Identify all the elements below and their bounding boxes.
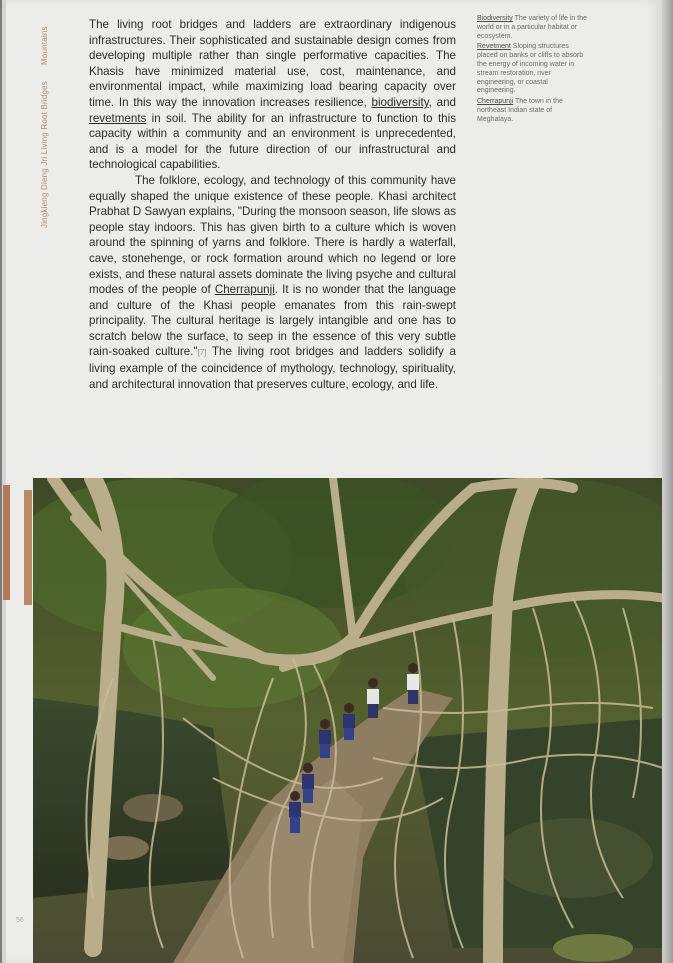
p1-text-2: , and — [428, 95, 456, 109]
glossary-term: Biodiversity — [477, 15, 513, 22]
running-head-section: Mountains — [40, 26, 49, 66]
paragraph-1 — [89, 17, 456, 173]
p1-text-3: in soil. The ability for an infrastructure to function to this capacity within a community and an environment is unprecedented, and is a model for the future direction of our infrastructural and technological capabilities. — [89, 111, 456, 172]
revetments-link[interactable]: revetments — [89, 111, 147, 125]
p1-text-1: The living root bridges and ladders are extraordinary indigenous infrastructures. Their sophisticated and sustainable design comes from developing multiple rather than single performative capacities. The Khasis have minimized material use, cost, maintenance, and environmental impact, while maximizing load bearing capacity over time. In this way the innovation increases resilience, — [89, 18, 456, 109]
page-left-edge — [2, 0, 6, 963]
glossary-term: Revetment — [477, 43, 511, 51]
p2-text-3: The living root bridges and ladders solidify a living example of the coincidence of mythology, technology, spirituality, and architectural innovation that preserves culture, ecology, and life. — [89, 345, 456, 391]
root-bridge-illustration — [33, 478, 663, 963]
glossary-definition: Sloping structures placed on banks or cliffs to absorb the energy of incoming water in stream restoration, river engineering, or coastal engineering. — [477, 43, 584, 95]
p2-text-1: The folklore, ecology, and technology of this community have equally shaped the unique existence of these people. Khasi architect Prabhat D Sawyan explains, "During the monsoon season, life slows as people stay indoors. This has given birth to a culture which is woven around the spinning of yarns and folklore. There is hardly a waterfall, cave, stonehenge, or rock formation around which no legend or lore exists, and these natural assets dominate the living psyche and cultural modes of the people of — [89, 173, 456, 297]
glossary-definition: The town in the northeast Indian state of Meghalaya. — [477, 98, 563, 123]
paragraph-2 — [89, 173, 456, 392]
glossary-item — [477, 15, 587, 41]
glossary-definition: The variety of life in the world or in a particular habitat or ecosystem. — [477, 15, 587, 40]
page-tab-marker — [3, 485, 10, 600]
page-number: 56 — [16, 917, 24, 924]
p2-text-2: . It is no wonder that the language and culture of the Khasi people emanates from this rain-swept principality. The cultural heritage is largely intangible and one has to scratch below the surface, to seep in the essence of this very subtle rain-soaked culture." — [89, 283, 456, 359]
glossary-sidebar — [477, 15, 587, 127]
reference-marker[interactable]: [7] — [197, 348, 207, 358]
root-bridge-photo — [33, 478, 663, 963]
body-text — [89, 17, 456, 392]
running-head — [40, 26, 49, 228]
biodiversity-link[interactable]: biodiversity — [371, 95, 429, 109]
running-head-author: Jingkieng Dieng Jri Living Root Bridges — [40, 81, 49, 228]
glossary-term: Cherrapunji — [477, 98, 514, 106]
page-right-edge — [662, 0, 673, 963]
glossary-item — [477, 43, 587, 96]
page-tab-marker — [24, 490, 32, 605]
cherrapunji-link[interactable]: Cherrapunji — [214, 283, 275, 297]
glossary-item — [477, 98, 587, 124]
